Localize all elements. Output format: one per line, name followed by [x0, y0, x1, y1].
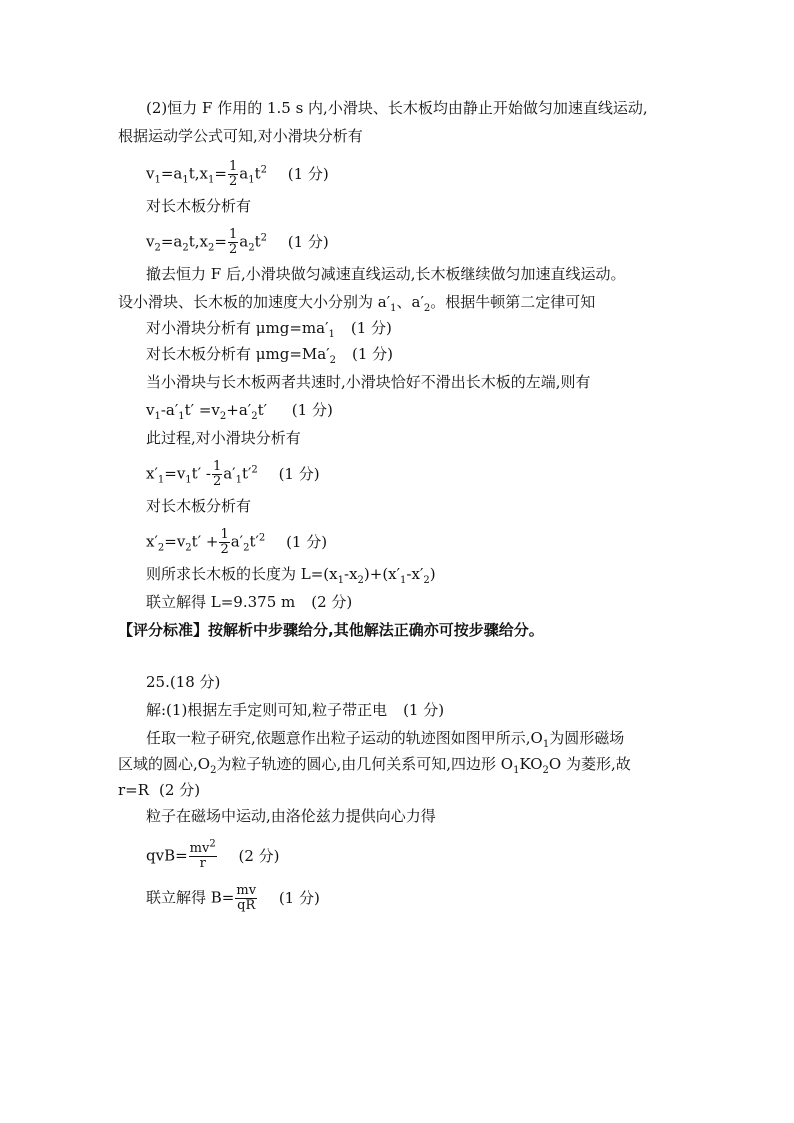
text-line: 区域的圆心$,O_2$为粒子轨迹的圆心,由几何关系可知,四边形 $O_1KO_2O$ 为菱形,故 [118, 755, 631, 776]
equation: 联立解得 B= $\frac{mv}{qR}$ (1 分) [146, 883, 320, 913]
fraction: $\frac{1}{2}$ [228, 159, 238, 189]
equation: $v_1=a_1t,x_1=$ $\frac{1}{2}$ $a_1t^2$ (1 分) [146, 159, 329, 189]
text-line: 粒子在磁场中运动,由洛伦兹力提供向心力得 [146, 807, 436, 825]
fraction: $\frac{1}{2}$ [220, 527, 229, 557]
text-line: 对长木板分析有 [146, 497, 252, 515]
equation: $x'_1=v_1t'$ - $\frac{1}{2}$ $a'_1t'^2$ (1 分) [146, 459, 320, 489]
scoring-criteria: 【评分标准】按解析中步骤给分,其他解法正确亦可按步骤给分。 [118, 621, 544, 639]
fraction: $\frac{mv}{qR}$ [236, 883, 257, 913]
equation: 则所求长木板的长度为 $L=(x_1-x_2)+(x'_1-x'_2)$ [146, 565, 436, 586]
text-line: 解:(1)根据左手定则可知,粒子带正电 (1 分) [146, 701, 445, 719]
text-line: 当小滑块与长木板两者共速时,小滑块恰好不滑出长木板的左端,则有 [146, 373, 591, 391]
text-line: 对长木板分析有 [146, 197, 252, 215]
question-number: 25.(18 分) [146, 673, 221, 691]
text-line: r=R (2 分) [118, 781, 201, 799]
equation: $v_1-a'_1t' =v_2+a'_2t'$ (1 分) [146, 401, 333, 422]
equation: $v_2=a_2t,x_2=$ $\frac{1}{2}$ $a_2t^2$ (1 分) [146, 227, 329, 257]
equation: 对小滑块分析有 $\mu mg=ma'_1$ (1 分) [146, 319, 392, 340]
text-line: 任取一粒子研究,依题意作出粒子运动的轨迹图如图甲所示$,O_1$为圆形磁场 [146, 729, 625, 750]
text-line: 根据运动学公式可知,对小滑块分析有 [118, 127, 363, 145]
equation: $x'_2=v_2t'$ + $\frac{1}{2}$ $a'_2t'^2$ (1 分) [146, 527, 328, 557]
text-line: 撤去恒力 F 后,小滑块做匀减速直线运动,长木板继续做匀加速直线运动。 [146, 265, 626, 283]
fraction: $\frac{mv^2}{r}$ [189, 838, 216, 871]
fraction: $\frac{1}{2}$ [212, 459, 222, 489]
equation: 对长木板分析有 $\mu mg=Ma'_2$ (1 分) [146, 345, 394, 366]
equation: 联立解得 L=9.375 m (2 分) [146, 593, 353, 611]
text-line: 设小滑块、长木板的加速度大小分别为 $a'_1$、$a'_2$。根据牛顿第二定律可知 [118, 293, 596, 314]
text-line: 此过程,对小滑块分析有 [146, 429, 301, 447]
fraction: $\frac{1}{2}$ [228, 227, 238, 257]
text-line: (2)恒力 F 作用的 1.5 s 内,小滑块、长木板均由静止开始做匀加速直线运动, [146, 99, 648, 117]
equation: qvB= $\frac{mv^2}{r}$ (2 分) [146, 838, 280, 871]
